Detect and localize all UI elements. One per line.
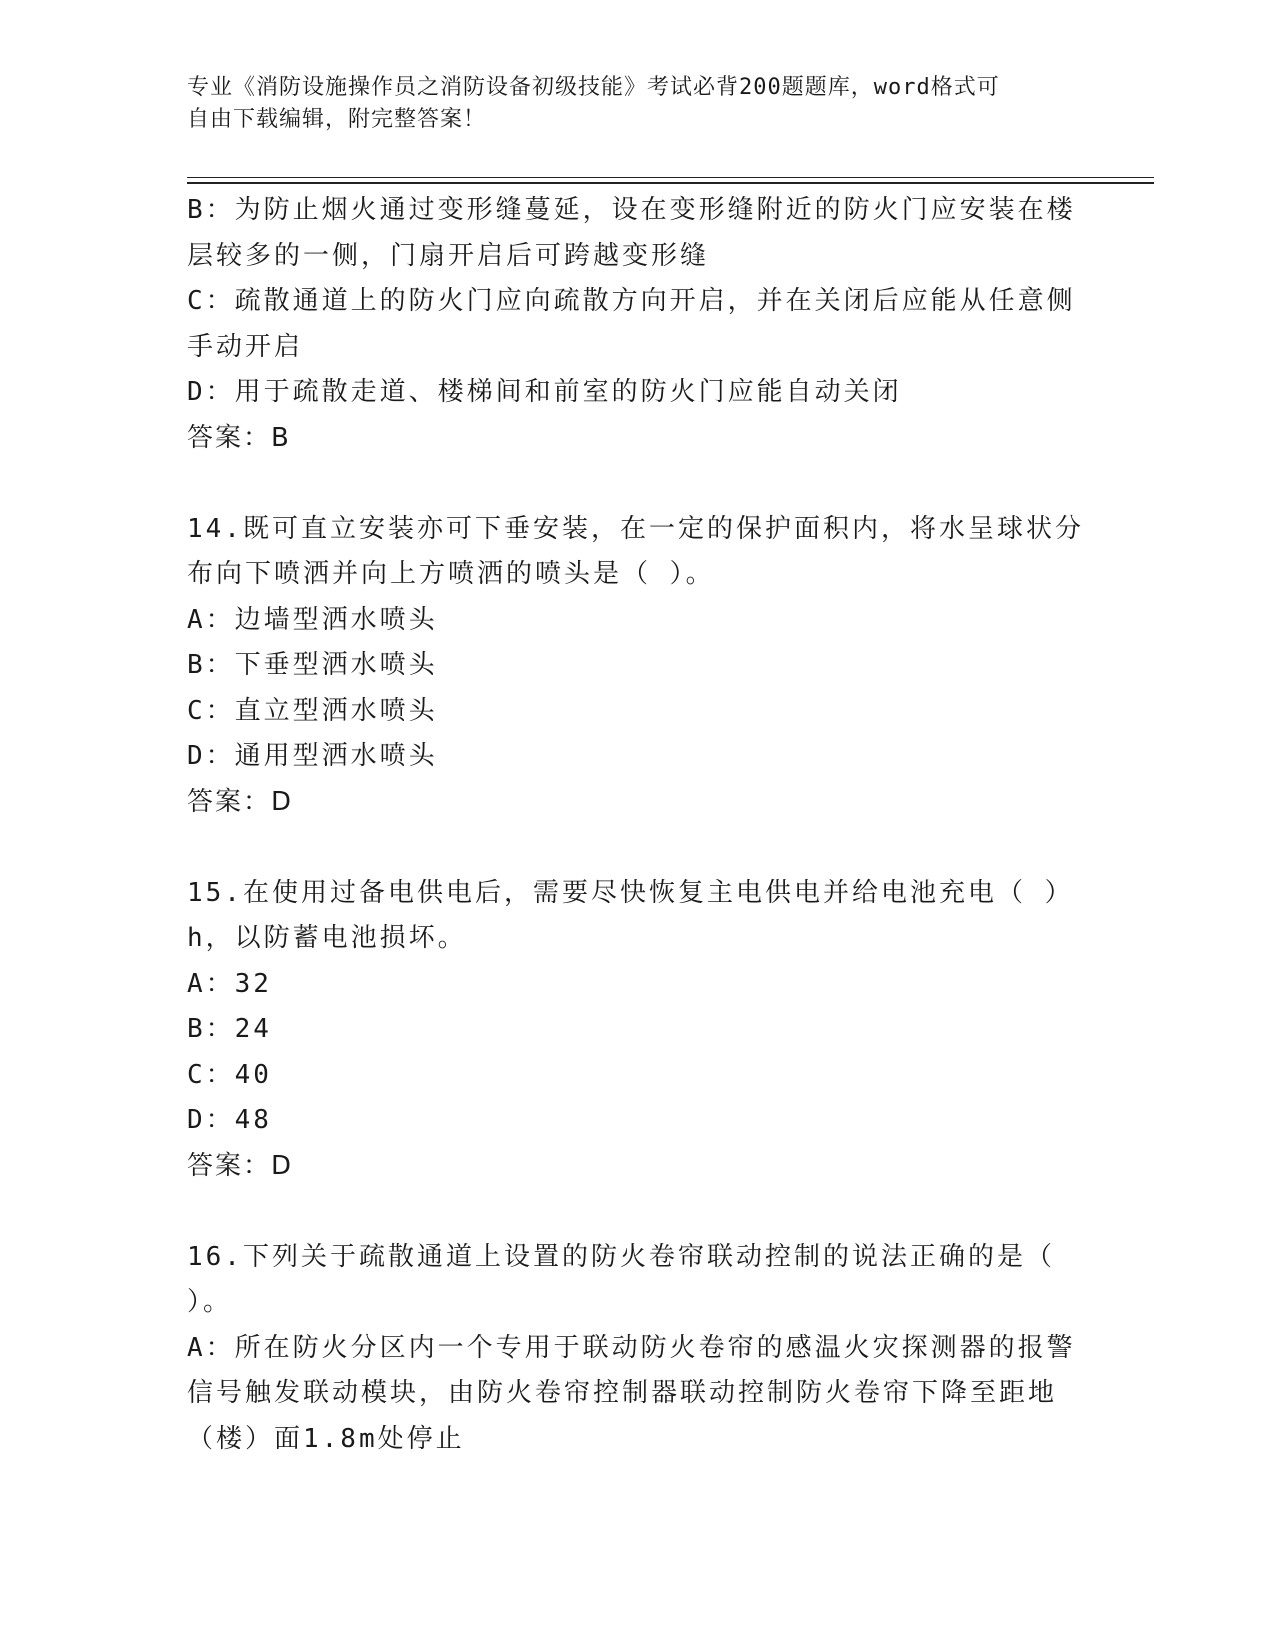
question-15 bbox=[187, 871, 1087, 1190]
answer-line: 答案：D bbox=[187, 786, 294, 817]
header-title-line-1: 专业《消防设施操作员之消防设备初级技能》考试必背200题题库，word格式可 bbox=[187, 75, 1000, 100]
option-d: D：48 bbox=[187, 1105, 272, 1135]
option-b: B：为防止烟火通过变形缝蔓延，设在变形缝附近的防火门应安装在楼 bbox=[187, 195, 1076, 225]
header-divider-thick bbox=[187, 182, 1154, 184]
spacer bbox=[187, 1189, 1087, 1235]
question-16 bbox=[187, 1235, 1087, 1463]
header-divider-thin bbox=[187, 177, 1154, 178]
option-c: C：40 bbox=[187, 1059, 272, 1090]
spacer bbox=[187, 825, 1087, 871]
answer-line: 答案：D bbox=[187, 1150, 294, 1181]
question-content bbox=[187, 188, 1087, 1462]
option-c-continued: 手动开启 bbox=[187, 331, 304, 362]
question-stem: 14.既可直立安装亦可下垂安装，在一定的保护面积内，将水呈球状分 bbox=[187, 513, 1084, 544]
spacer bbox=[187, 461, 1087, 507]
question-stem: 16.下列关于疏散通道上设置的防火卷帘联动控制的说法正确的是（ bbox=[187, 1241, 1055, 1272]
option-d: D：用于疏散走道、楼梯间和前室的防火门应能自动关闭 bbox=[187, 377, 902, 407]
question-stem-continued: 布向下喷洒并向上方喷洒的喷头是（ ）。 bbox=[187, 559, 715, 589]
header-title-line-2: 自由下载编辑，附完整答案！ bbox=[187, 107, 487, 132]
question-stem: 15.在使用过备电供电后，需要尽快恢复主电供电并给电池充电（ ） bbox=[187, 877, 1074, 908]
option-a: A：边墙型洒水喷头 bbox=[187, 604, 438, 635]
question-stem-continued: h，以防蓄电池损坏。 bbox=[187, 923, 467, 953]
option-a: A：所在防火分区内一个专用于联动防火卷帘的感温火灾探测器的报警 bbox=[187, 1332, 1076, 1363]
answer-line: 答案：B bbox=[187, 422, 291, 453]
question-stem-continued: ）。 bbox=[187, 1287, 233, 1317]
question-13-continued bbox=[187, 188, 1087, 461]
option-c: C：直立型洒水喷头 bbox=[187, 695, 438, 726]
option-a-continued: （楼）面1.8m处停止 bbox=[187, 1423, 465, 1454]
option-c: C：疏散通道上的防火门应向疏散方向开启，并在关闭后应能从任意侧 bbox=[187, 286, 1076, 316]
option-a-continued: 信号触发联动模块，由防火卷帘控制器联动控制防火卷帘下降至距地 bbox=[187, 1378, 1058, 1408]
option-b-continued: 层较多的一侧，门扇开启后可跨越变形缝 bbox=[187, 240, 710, 271]
document-header bbox=[187, 72, 1087, 136]
option-b: B：24 bbox=[187, 1014, 272, 1044]
option-a: A：32 bbox=[187, 968, 272, 999]
question-14 bbox=[187, 507, 1087, 826]
option-b: B：下垂型洒水喷头 bbox=[187, 650, 438, 680]
option-d: D：通用型洒水喷头 bbox=[187, 741, 438, 771]
